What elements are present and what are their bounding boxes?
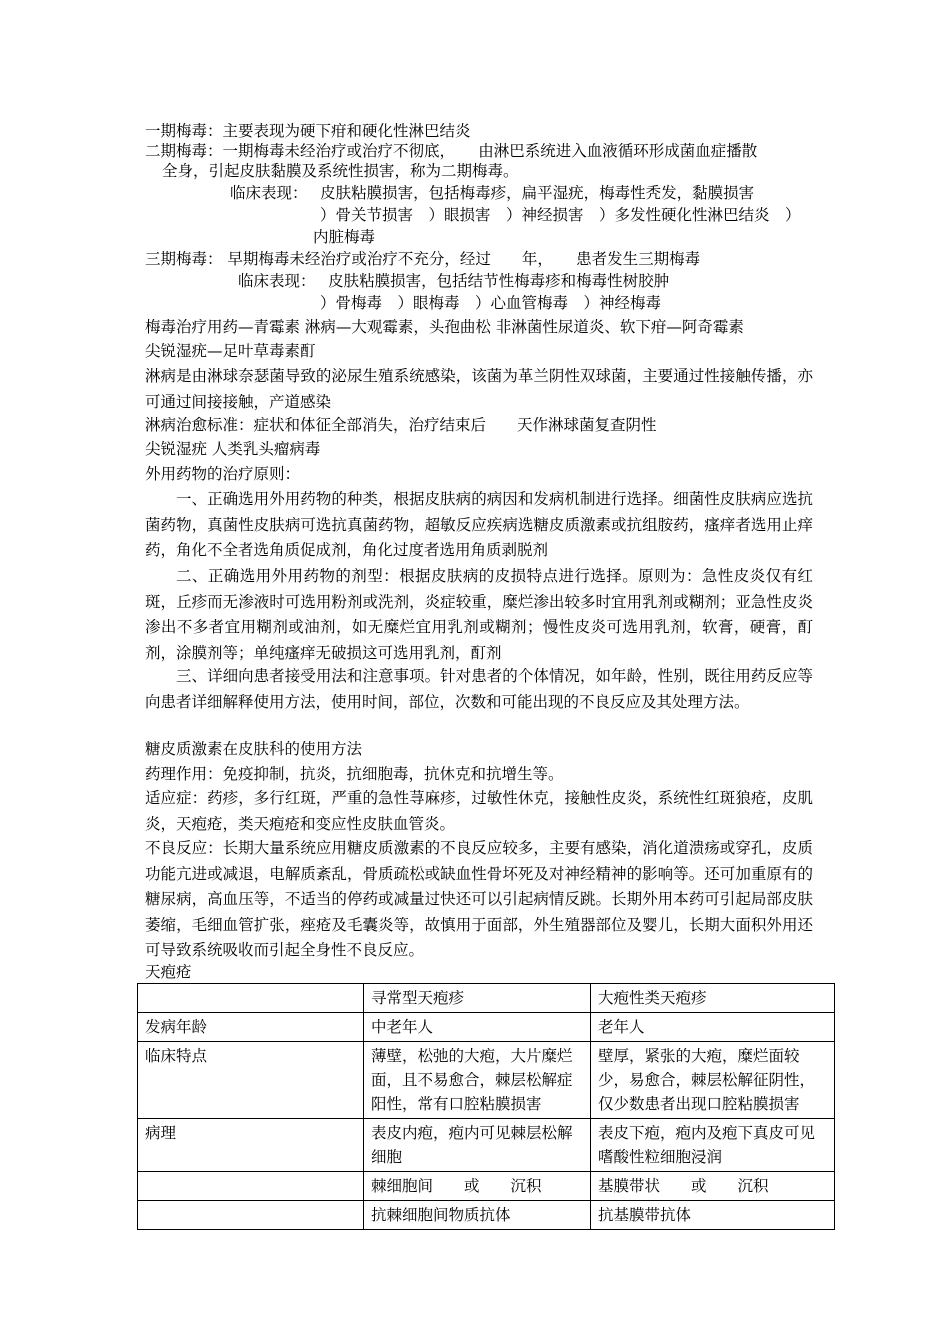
table-row <box>138 1172 835 1201</box>
table-header-row <box>138 984 835 1013</box>
table-cell: 抗基膜带抗体 <box>591 1201 835 1230</box>
table-cell <box>138 1172 364 1201</box>
syphilis-stage1: 一期梅毒：主要表现为硬下疳和硬化性淋巴结炎 <box>145 122 471 140</box>
syphilis-stage3-clinical-line1: 临床表现： 皮肤粘膜损害，包括结节性梅毒疹和梅毒性树胶肿 <box>238 272 670 290</box>
syphilis-stage2-line1: 二期梅毒：一期梅毒未经治疗或治疗不彻底， 由淋巴系统进入血液循环形成菌血症播散 <box>145 142 758 160</box>
table-row <box>138 1119 835 1172</box>
syphilis-stage2-clinical-line3: 内脏梅毒 <box>313 228 376 246</box>
syphilis-stage3-line1: 三期梅毒： 早期梅毒未经治疗或治疗不充分，经过 年， 患者发生三期梅毒 <box>145 250 701 268</box>
syphilis-stage2-clinical-line1: 临床表现： 皮肤粘膜损害，包括梅毒疹，扁平湿疣，梅毒性秃发，黏膜损害 <box>230 184 755 202</box>
table-cell: 薄壁，松弛的大疱，大片糜烂面，且不易愈合，棘层松解症阳性，常有口腔粘膜损害 <box>364 1042 591 1119</box>
syphilis-stage2-clinical-line2: ）骨关节损害 ）眼损害 ）神经损害 ）多发性硬化性淋巴结炎 ） <box>320 206 801 224</box>
table-header-cell <box>138 984 364 1013</box>
table-cell: 表皮内疱，疱内可见棘层松解细胞 <box>364 1119 591 1172</box>
table-row <box>138 1201 835 1230</box>
table-row <box>138 1042 835 1119</box>
topical-principle-3: 三、详细向患者接受用法和注意事项。针对患者的个体情况，如年龄，性别，既往用药反应等向患者详细解释使用方法，使用时间，部位，次数和可能出现的不良反应及其处理方法。 <box>145 667 813 711</box>
syphilis-stage3-clinical-line2: ）骨梅毒 ）眼梅毒 ）心血管梅毒 ）神经梅毒 <box>320 294 662 312</box>
table-cell: 壁厚，紧张的大疱，糜烂面较少，易愈合，棘层松解征阴性，仅少数患者出现口腔粘膜损害 <box>591 1042 835 1119</box>
table-cell: 表皮下疱，疱内及疱下真皮可见嗜酸性粒细胞浸润 <box>591 1119 835 1172</box>
topical-principle-2: 二、正确选用外用药物的剂型：根据皮肤病的皮损特点进行选择。原则为：急性皮炎仅有红斑，丘疹而无渗液时可选用粉剂或洗剂，炎症较重，糜烂渗出较多时宜用乳剂或糊剂；亚急性皮炎渗出不多者宜用糊剂或油剂，如无糜烂宜用乳剂或糊剂；慢性皮炎可选用乳剂，软膏，硬膏，酊剂，涂膜剂等；单纯瘙痒无破损这可选用乳剂，酊剂 <box>145 567 813 662</box>
table-cell: 抗棘细胞间物质抗体 <box>364 1201 591 1230</box>
table-row <box>138 1013 835 1042</box>
table-cell <box>138 1201 364 1230</box>
gonorrhea-cure-criteria: 淋病治愈标准：症状和体征全部消失，治疗结束后 天作淋球菌复查阴性 <box>145 416 657 434</box>
syphilis-stage2-line2: 全身，引起皮肤黏膜及系统性损害，称为二期梅毒。 <box>162 162 519 180</box>
table-header-cell: 大疱性类天疱疹 <box>591 984 835 1013</box>
table-cell: 老年人 <box>591 1013 835 1042</box>
table-cell: 病理 <box>138 1119 364 1172</box>
table-cell: 棘细胞间 或 沉积 <box>364 1172 591 1201</box>
table-cell: 发病年龄 <box>138 1013 364 1042</box>
steroid-title: 糖皮质激素在皮肤科的使用方法 <box>145 740 363 758</box>
table-cell: 临床特点 <box>138 1042 364 1119</box>
pemphigus-comparison-table <box>137 983 835 1230</box>
topical-principles-title: 外用药物的治疗原则： <box>145 465 301 483</box>
condyloma-line: 尖锐湿疣 人类乳头瘤病毒 <box>145 440 321 458</box>
pemphigus-title: 天疱疮 <box>145 963 192 981</box>
steroid-adverse-reactions: 不良反应：长期大量系统应用糖皮质激素的不良反应较多，主要有感染，消化道溃疡或穿孔，皮质功能亢进或减退，电解质紊乱，骨质疏松或缺血性骨坏死及对神经精神的影响等。还可加重原有的糖尿病，高血压等，不适当的停药或减量过快还可以引起病情反跳。长期外用本药可引起局部皮肤萎缩，毛细血管扩张，痤疮及毛囊炎等，故慎用于面部，外生殖器部位及婴儿，长期大面积外用还可导致系统吸收而引起全身性不良反应。 <box>145 839 813 960</box>
gonorrhea-description: 淋病是由淋球奈瑟菌导致的泌尿生殖系统感染，该菌为革兰阴性双球菌，主要通过性接触传播，亦可通过间接接触，产道感染 <box>145 367 813 411</box>
topical-principle-1: 一、正确选用外用药物的种类，根据皮肤病的病因和发病机制进行选择。细菌性皮肤病应选抗菌药物，真菌性皮肤病可选抗真菌药物，超敏反应疾病选糖皮质激素或抗组胺药，瘙痒者选用止痒药，角化不全者选角质促成剂，角化过度者选用角质剥脱剂 <box>145 490 813 560</box>
treatment-line2: 尖锐湿疣—足叶草毒素酊 <box>145 342 316 360</box>
treatment-line1: 梅毒治疗用药—青霉素 淋病—大观霉素，头孢曲松 非淋菌性尿道炎、软下疳—阿奇霉素 <box>145 318 744 336</box>
table-cell: 中老年人 <box>364 1013 591 1042</box>
steroid-pharmacology: 药理作用：免疫抑制，抗炎，抗细胞毒，抗休克和抗增生等。 <box>145 765 564 783</box>
table-header-cell: 寻常型天疱疹 <box>364 984 591 1013</box>
table-cell: 基膜带状 或 沉积 <box>591 1172 835 1201</box>
steroid-indications: 适应症：药疹，多行红斑，严重的急性荨麻疹，过敏性休克，接触性皮炎，系统性红斑狼疮，皮肌炎，天疱疮，类天疱疮和变应性皮肤血管炎。 <box>145 789 813 833</box>
